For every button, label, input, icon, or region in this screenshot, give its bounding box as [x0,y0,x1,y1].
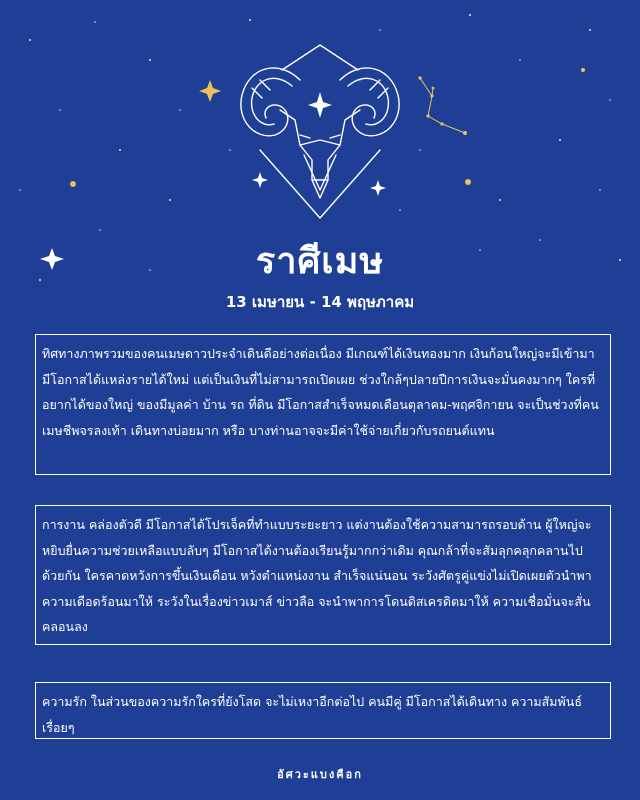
aries-ram-emblem [200,40,440,230]
career-section [35,505,611,645]
love-text: ความรัก ในส่วนของความรักใครที่ยังโสด จะไม่เหงาอีกต่อไป คนมีคู่ มีโอกาสได้เดินทาง ความสัมพันธ์เรื่อยๆ [42,694,582,735]
overview-text: ทิศทางภาพรวมของคนเมษดาวประจำเดินดีอย่างต่อเนื่อง มีเกณฑ์ได้เงินทองมาก เงินก้อนใหญ่จะมีเข้ามา มีโอกาสได้แหล่งรายได้ใหม่ แต่เป็นเงินที่ไม่สามารถเปิดเผย ช่วงใกล้ๆปลายปีการเงินจะมั่นคงมากๆ ใครที่อยากได้ของใหญ่ ของมีมูลค่า บ้าน รถ ที่ดิน มีโอกาสสำเร็จหมดเดือนตุลาคม-พฤศจิกายน จะเป็นช่วงที่คนเมษชีพจรลงเท้า เดินทางบ่อยมาก หรือ บางท่านอาจจะมีค่าใช้จ่ายเกี่ยวกับรถยนต์แทน [42,346,599,438]
overview-section [35,334,611,475]
career-text: การงาน คล่องตัวดี มีโอกาสได้โปรเจ็คที่ทำแบบระยะยาว แต่งานต้องใช้ความสามารถรอบด้าน ผู้ใหญ่จะหยิบยื่นความช่วยเหลือแบบลับๆ มีโอกาสได้งานต้องเรียนรู้มากกว่าเดิม คุณกล้าที่จะสัมลุกคลุกคลานไปด้วยกัน ใครคาดหวังการขึ้นเงินเดือน หวังตำแหน่งงาน สำเร็จแน่นอน ระวังศัตรูคู่แข่งไม่เปิดเผยตัวนำพาความเดือดร้อนมาให้ ระวังในเรื่องข่าวเมาส์ ข่าวลือ จะนำพาการโดนดิสเครดิตมาให้ ความเชื่อมั่นจะสั่นคลอนลง [42,517,592,634]
page-title: ราศีเมษ [255,241,385,282]
date-range: 13 เมษายน - 14 พฤษภาคม [225,293,415,311]
love-section [35,682,611,739]
footer-credit: อัศวะแบงคือก [277,768,363,781]
